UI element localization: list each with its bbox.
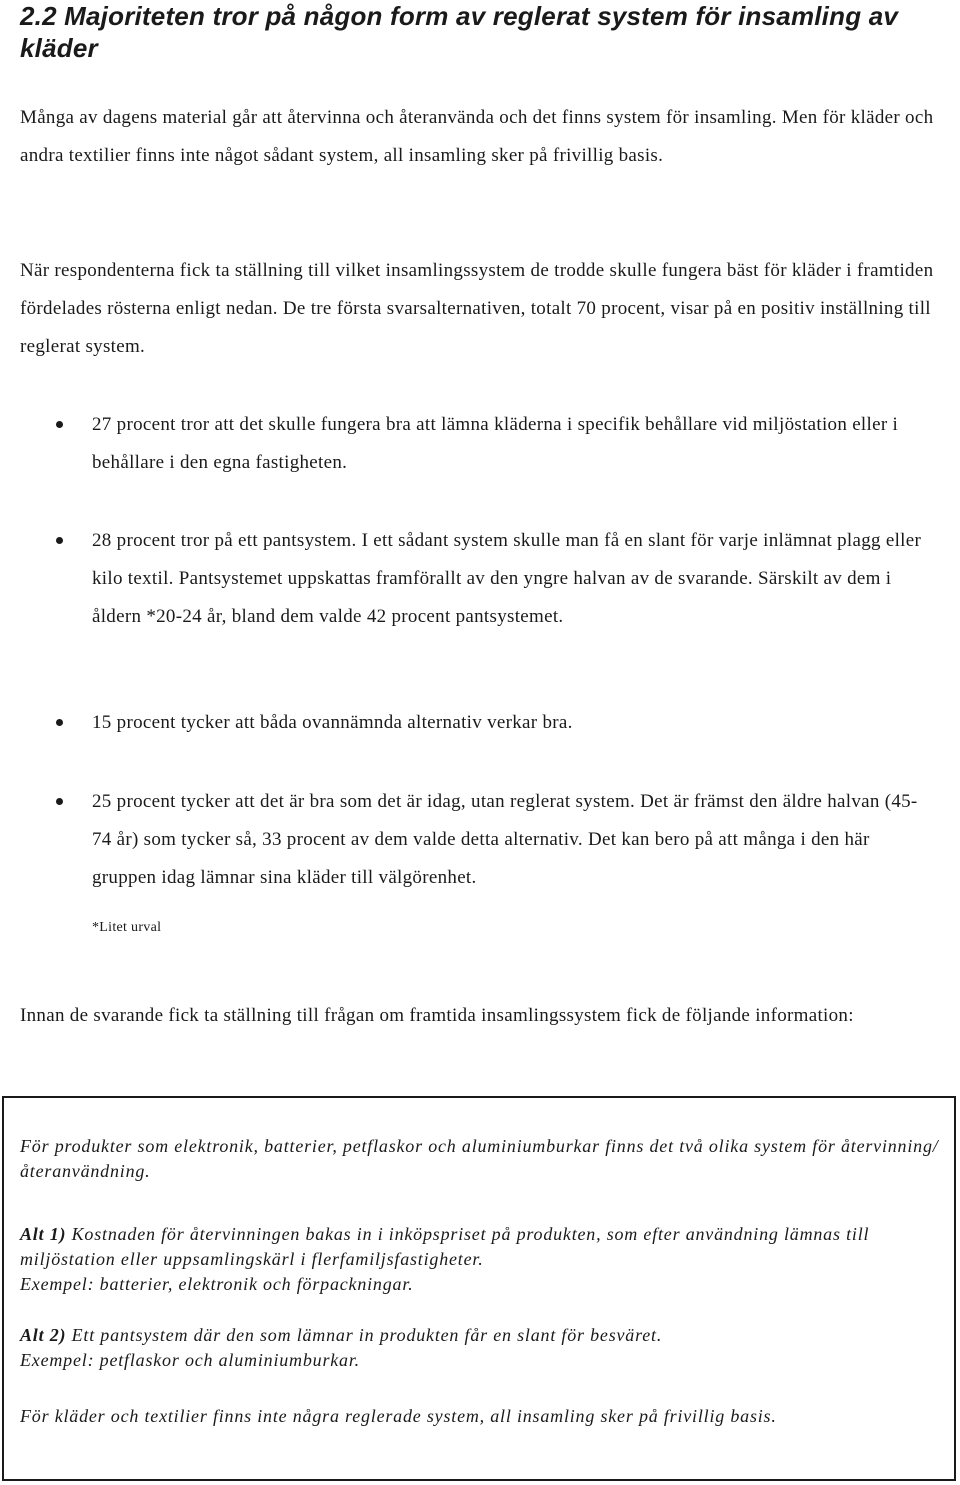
info-intro-paragraph: Innan de svarande fick ta ställning till frågan om framtida insamlingssystem fick de följande information: [20,1005,854,1026]
alt-2-description: Ett pantsystem där den som lämnar in produkten får en slant för besväret. [66,1325,663,1345]
alt-1-description: Kostnaden för återvinningen bakas in i inköpspriset på produkten, som efter användning lämnas till miljöstation eller uppsamlingskärl i flerfamiljsfastigheter. [20,1224,870,1269]
bullet-text: 28 procent tror på ett pantsystem. I ett sådant system skulle man få en slant för varje inlämnat plagg eller kilo textil. Pantsystemet uppskattas framförallt av den yngre halvan av de svarande. Särskilt av dem i åldern *20-24 år, bland dem valde 42 procent pantsystemet. [92,530,922,627]
alt-1-example: Exempel: batterier, elektronik och förpackningar. [20,1274,414,1294]
footnote: *Litet urval [92,920,162,935]
bullet-text: 25 procent tycker att det är bra som det är idag, utan reglerat system. Det är främst den äldre halvan (45-74 år) som tycker så, 33 procent av dem valde detta alternativ. Det kan bero på att många i den här gruppen idag lämnar sina kläder till välgörenhet. [92,791,918,888]
results-paragraph: När respondenterna fick ta ställning till vilket insamlingssystem de trodde skulle fungera bäst för kläder i framtiden fördelades rösterna enligt nedan. De tre första svarsalternativen, totalt 70 procent, visar på en positiv inställning till reglerat system. [20,260,934,357]
alt-2-label: Alt 2) [20,1325,67,1345]
section-heading: 2.2 Majoriteten tror på någon form av reglerat system för insamling av kläder [20,1,899,63]
information-box [2,1096,956,1481]
bullet-icon [56,719,63,726]
info-box-intro: För produkter som elektronik, batterier, petflaskor och aluminiumburkar finns det två olika system för återvinning/återanvändning. [20,1136,939,1181]
bullet-icon [56,537,63,544]
bullet-text: 27 procent tror att det skulle fungera bra att lämna kläderna i specifik behållare vid miljöstation eller i behållare i den egna fastigheten. [92,414,899,473]
info-box-closing: För kläder och textilier finns inte några reglerade system, all insamling sker på frivillig basis. [20,1406,777,1426]
alt-2-example: Exempel: petflaskor och aluminiumburkar. [20,1350,360,1370]
bullet-icon [56,421,63,428]
alt-1-label: Alt 1) [20,1224,67,1244]
alternative-1 [20,1222,940,1297]
bullet-text: 15 procent tycker att båda ovannämnda alternativ verkar bra. [92,712,573,733]
alternative-2 [20,1323,940,1373]
bullet-icon [56,798,63,805]
intro-paragraph: Många av dagens material går att återvinna och återanvända och det finns system för insamling. Men för kläder och andra textilier finns inte något sådant system, all insamling sker på frivillig basis. [20,107,934,166]
